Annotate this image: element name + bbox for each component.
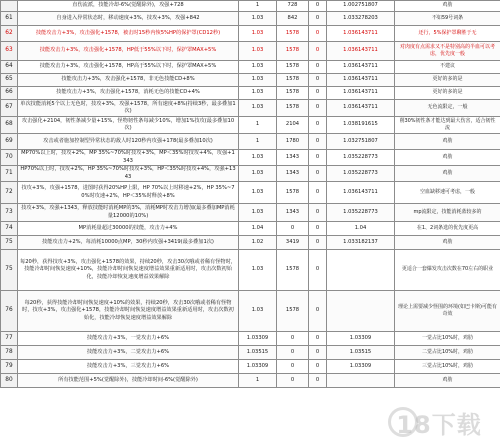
table-row[interactable] xyxy=(1,26,500,42)
skill-attack-multiplier-cell[interactable]: 1.03 xyxy=(239,166,277,182)
affix-description-cell[interactable]: 单次技能消耗5个以上无色时，技攻+3%，攻强+1578，所有速度+8%(持续3秒，最多叠加1次) xyxy=(18,100,239,117)
extra-value-cell[interactable]: 0 xyxy=(309,74,327,87)
attack-strength-cell[interactable]: 1578 xyxy=(277,26,309,42)
damage-coefficient-cell[interactable]: 1.04 xyxy=(327,222,395,236)
table-row[interactable] xyxy=(1,87,500,100)
table-row[interactable] xyxy=(1,250,500,291)
attack-strength-cell[interactable]: 3419 xyxy=(277,236,309,250)
comment-cell[interactable]: 鸡肋 xyxy=(395,236,500,250)
table-row[interactable] xyxy=(1,12,500,26)
skill-attack-multiplier-cell[interactable]: 1.03 xyxy=(239,250,277,291)
extra-value-cell[interactable]: 0 xyxy=(309,182,327,204)
watermark-text: 18下载 xyxy=(396,410,482,439)
row-number-cell[interactable]: 68 xyxy=(1,117,18,134)
attack-strength-cell[interactable]: 1780 xyxy=(277,134,309,150)
skill-attack-multiplier-cell[interactable]: 1.03515 xyxy=(239,346,277,360)
extra-value-cell[interactable]: 0 xyxy=(309,291,327,332)
attack-strength-cell[interactable]: 1578 xyxy=(277,74,309,87)
skill-attack-multiplier-cell[interactable]: 1.03 xyxy=(239,204,277,222)
damage-coefficient-cell[interactable]: 1.002751807 xyxy=(327,1,395,12)
row-number-cell[interactable] xyxy=(1,1,18,12)
skill-attack-multiplier-cell[interactable]: 1.04 xyxy=(239,222,277,236)
damage-coefficient-cell[interactable]: 1.035228773 xyxy=(327,150,395,166)
affix-description-cell[interactable]: 自身进入异常状态时，移动速度+3%，技攻+3%，攻强+842 xyxy=(18,12,239,26)
affix-description-cell[interactable]: 技能攻击力+2%，每消耗10000点MP，30秒内攻强+3419(最多叠加1次) xyxy=(18,236,239,250)
affix-description-cell[interactable]: 每20秒，获得技能冷却时间恢复速度+10%的效果，持续20秒，攻击30次哦或者稀有怪物时，技攻+3%，攻击强化+1578，技能冷却时间恢复速度增益效果重新适用时，攻击次数初始化，技能冷却恢复速度增益效果解除 xyxy=(18,291,239,332)
table-row[interactable] xyxy=(1,346,500,360)
attack-strength-cell[interactable]: 0 xyxy=(277,346,309,360)
comment-cell[interactable]: 鸡肋 xyxy=(395,166,500,182)
damage-coefficient-cell[interactable]: 1.035228773 xyxy=(327,204,395,222)
row-number-cell[interactable]: 64 xyxy=(1,61,18,74)
row-number-cell[interactable]: 77 xyxy=(1,332,18,346)
extra-value-cell[interactable]: 0 xyxy=(309,26,327,42)
table-row[interactable] xyxy=(1,222,500,236)
table-row[interactable] xyxy=(1,100,500,117)
extra-value-cell[interactable]: 0 xyxy=(309,150,327,166)
attack-strength-cell[interactable]: 1343 xyxy=(277,150,309,166)
table-row[interactable] xyxy=(1,360,500,374)
attack-strength-cell[interactable]: 0 xyxy=(277,222,309,236)
table-row[interactable] xyxy=(1,1,500,12)
row-number-cell[interactable]: 65 xyxy=(1,74,18,87)
skill-attack-multiplier-cell[interactable]: 1 xyxy=(239,1,277,12)
extra-value-cell[interactable]: 0 xyxy=(309,374,327,388)
row-number-cell[interactable]: 74 xyxy=(1,222,18,236)
affix-description-cell[interactable]: 技攻+3%，攻强+1578，进图时获得20%HP上限，HP 70%以上时移速+2%，HP 35%~70%时攻速+2%，HP＜35%时释放+8% xyxy=(18,182,239,204)
skill-attack-multiplier-cell[interactable]: 1.03 xyxy=(239,150,277,166)
extra-value-cell[interactable]: 0 xyxy=(309,1,327,12)
damage-coefficient-cell[interactable]: 1.038191615 xyxy=(327,117,395,134)
comment-cell[interactable]: 鸡肋 xyxy=(395,134,500,150)
attack-strength-cell[interactable]: 1578 xyxy=(277,250,309,291)
comment-cell[interactable]: 鸡肋 xyxy=(395,150,500,166)
extra-value-cell[interactable]: 0 xyxy=(309,250,327,291)
comment-cell[interactable]: 无色流限定，一般 xyxy=(395,100,500,117)
comment-cell[interactable]: 鸡肋 xyxy=(395,374,500,388)
row-number-cell[interactable]: 70 xyxy=(1,150,18,166)
affix-description-cell[interactable]: 技攻+3%，攻强+1343，释放技能时消耗MP的3%，消耗MP时攻击力增加(最多叠加MP消耗量12000的10%) xyxy=(18,204,239,222)
extra-value-cell[interactable]: 0 xyxy=(309,360,327,374)
attack-strength-cell[interactable]: 728 xyxy=(277,1,309,12)
damage-coefficient-cell[interactable]: 1.03309 xyxy=(327,332,395,346)
extra-value-cell[interactable]: 0 xyxy=(309,12,327,26)
row-number-cell[interactable]: 78 xyxy=(1,346,18,360)
extra-value-cell[interactable]: 0 xyxy=(309,100,327,117)
row-number-cell[interactable]: 62 xyxy=(1,26,18,42)
damage-coefficient-cell[interactable]: 1.033182137 xyxy=(327,236,395,250)
comment-cell[interactable]: 不建议 xyxy=(395,61,500,74)
comment-cell[interactable]: 还行，5%保护罩聊胜于无 xyxy=(395,26,500,42)
affix-description-cell[interactable]: MP消耗量超过30000的技能，攻击力+4% xyxy=(18,222,239,236)
affix-description-cell[interactable]: 技能攻击力+3%，攻击强化+1578，消耗无色的技能CD+4% xyxy=(18,87,239,100)
attack-strength-cell[interactable]: 1343 xyxy=(277,166,309,182)
damage-coefficient-cell[interactable]: 1.03309 xyxy=(327,360,395,374)
damage-coefficient-cell[interactable]: 1.032751807 xyxy=(327,134,395,150)
damage-coefficient-cell[interactable]: 1.036143711 xyxy=(327,182,395,204)
comment-cell[interactable]: 三觉占比10%时，鸡肋 xyxy=(395,360,500,374)
attack-strength-cell[interactable]: 1578 xyxy=(277,61,309,74)
site-watermark-logo xyxy=(384,405,494,439)
extra-value-cell[interactable]: 0 xyxy=(309,87,327,100)
damage-coefficient-cell[interactable]: 1.036143711 xyxy=(327,61,395,74)
skill-attack-multiplier-cell[interactable]: 1.02 xyxy=(239,236,277,250)
damage-coefficient-cell[interactable] xyxy=(327,250,395,291)
comment-cell[interactable]: 在1、2词条选的优先度更高 xyxy=(395,222,500,236)
comment-cell[interactable]: 鸡肋 xyxy=(395,1,500,12)
extra-value-cell[interactable]: 0 xyxy=(309,346,327,360)
attack-strength-cell[interactable]: 1578 xyxy=(277,182,309,204)
affix-description-cell[interactable]: 每20秒，获得技攻+3%，攻击强化+1578的效果，持续20秒，攻击30次哦或者稀有怪物时，技能冷却时间恢复速度+10%，技能冷却时间恢复速度增益效果重新适用时，攻击次数初始化，技能冷却恢复速度增益效果解除 xyxy=(18,250,239,291)
skill-attack-multiplier-cell[interactable]: 1.03 xyxy=(239,61,277,74)
row-number-cell[interactable]: 73 xyxy=(1,204,18,222)
skill-attack-multiplier-cell[interactable]: 1.03 xyxy=(239,74,277,87)
affix-description-cell[interactable]: 技能攻击力+3%，攻击强化+1578，HP低于55%以下时，保护罩MAX+5% xyxy=(18,42,239,61)
skill-attack-multiplier-cell[interactable]: 1.03 xyxy=(239,26,277,42)
row-number-cell[interactable]: 67 xyxy=(1,100,18,117)
extra-value-cell[interactable]: 0 xyxy=(309,204,327,222)
attack-strength-cell[interactable]: 1578 xyxy=(277,100,309,117)
table-row[interactable] xyxy=(1,332,500,346)
affix-description-cell[interactable]: 技能攻击力+3%，一觉攻击力+6% xyxy=(18,332,239,346)
damage-coefficient-cell[interactable]: 1.036143711 xyxy=(327,87,395,100)
affix-description-cell[interactable]: 所有技能范围+5%(觉醒除外)，技能冷却时间-6%(觉醒除外) xyxy=(18,374,239,388)
extra-value-cell[interactable]: 0 xyxy=(309,134,327,150)
extra-value-cell[interactable]: 0 xyxy=(309,117,327,134)
attack-strength-cell[interactable]: 0 xyxy=(277,332,309,346)
comment-cell[interactable]: 理论上需要减少怪围的环境(如巴卡斯)可能有奇效 xyxy=(395,291,500,332)
skill-attack-multiplier-cell[interactable]: 1.03 xyxy=(239,182,277,204)
comment-cell[interactable]: 更好的多的是 xyxy=(395,74,500,87)
skill-attack-multiplier-cell[interactable]: 1 xyxy=(239,374,277,388)
extra-value-cell[interactable]: 0 xyxy=(309,236,327,250)
affix-description-cell[interactable]: 技能攻击力+3%，攻击强化+1578，非无色技能CD+8% xyxy=(18,74,239,87)
damage-coefficient-cell[interactable]: 1.036143711 xyxy=(327,26,395,42)
affix-description-cell[interactable]: 攻击或者施加控制型异常状态的敌人时120秒内攻强+178(最多叠加10次) xyxy=(18,134,239,150)
comment-cell[interactable]: mp流限定，技能消耗蓝较多的 xyxy=(395,204,500,222)
damage-coefficient-cell[interactable]: 1.036143711 xyxy=(327,74,395,87)
table-row[interactable] xyxy=(1,150,500,166)
comment-cell[interactable]: 削30%韧性条才能达到最大伤害，适合韧性流 xyxy=(395,117,500,134)
row-number-cell[interactable]: 75 xyxy=(1,250,18,291)
extra-value-cell[interactable]: 0 xyxy=(309,332,327,346)
table-row[interactable] xyxy=(1,166,500,182)
row-number-cell[interactable]: 76 xyxy=(1,291,18,332)
table-row[interactable] xyxy=(1,291,500,332)
table-body xyxy=(1,1,500,388)
affix-description-cell[interactable]: MP70%以上时，技攻+2%，MP 35%~70%时技攻+3%，MP＜35%时技攻+4%，攻强+1343 xyxy=(18,150,239,166)
row-number-cell[interactable]: 80 xyxy=(1,374,18,388)
attack-strength-cell[interactable]: 0 xyxy=(277,374,309,388)
skill-attack-multiplier-cell[interactable]: 1.03 xyxy=(239,12,277,26)
row-number-cell[interactable]: 66 xyxy=(1,87,18,100)
damage-coefficient-cell[interactable]: 1.03515 xyxy=(327,346,395,360)
table-row[interactable] xyxy=(1,236,500,250)
table-row[interactable] xyxy=(1,182,500,204)
skill-attack-multiplier-cell[interactable]: 1 xyxy=(239,134,277,150)
comment-cell[interactable]: 空血缺移速可考虑，一般 xyxy=(395,182,500,204)
watermark-ring-icon xyxy=(388,407,418,437)
table-row[interactable] xyxy=(1,74,500,87)
table-row[interactable] xyxy=(1,204,500,222)
row-number-cell[interactable]: 71 xyxy=(1,166,18,182)
row-number-cell[interactable]: 72 xyxy=(1,182,18,204)
affix-description-cell[interactable]: 技能攻击力+3%，攻击强化+1578，HP高于55%以下时，保护罩MAX+5% xyxy=(18,61,239,74)
comment-cell[interactable]: 更适合一套爆发攻击次数在70左右的职业 xyxy=(395,250,500,291)
table-row[interactable] xyxy=(1,61,500,74)
skill-attack-multiplier-cell[interactable]: 1.03 xyxy=(239,291,277,332)
extra-value-cell[interactable]: 0 xyxy=(309,222,327,236)
damage-coefficient-cell[interactable]: 1.033278203 xyxy=(327,12,395,26)
attack-strength-cell[interactable]: 2104 xyxy=(277,117,309,134)
attack-strength-cell[interactable]: 0 xyxy=(277,360,309,374)
skill-attack-multiplier-cell[interactable]: 1.03309 xyxy=(239,332,277,346)
comment-cell[interactable]: 不如59号词条 xyxy=(395,12,500,26)
row-number-cell[interactable]: 75 xyxy=(1,236,18,250)
comment-cell[interactable]: 对肉度有点需求又不是特别高的半血可以考虑，优先度一般 xyxy=(395,42,500,61)
damage-coefficient-cell[interactable] xyxy=(327,291,395,332)
damage-coefficient-cell[interactable]: 1.036143711 xyxy=(327,100,395,117)
damage-coefficient-cell[interactable]: 1.035228773 xyxy=(327,166,395,182)
extra-value-cell[interactable]: 0 xyxy=(309,42,327,61)
attack-strength-cell[interactable]: 1343 xyxy=(277,204,309,222)
affix-description-cell[interactable]: 攻击强化+2104，韧性条减少量+15%，怪物韧性条每减少10%，增加1%技攻(最多叠加10次) xyxy=(18,117,239,134)
table-row[interactable] xyxy=(1,374,500,388)
row-number-cell[interactable]: 69 xyxy=(1,134,18,150)
skill-attack-multiplier-cell[interactable]: 1.03 xyxy=(239,42,277,61)
table-row[interactable] xyxy=(1,42,500,61)
skill-attack-multiplier-cell[interactable]: 1.03 xyxy=(239,87,277,100)
row-number-cell[interactable]: 61 xyxy=(1,12,18,26)
row-number-cell[interactable]: 63 xyxy=(1,42,18,61)
extra-value-cell[interactable]: 0 xyxy=(309,61,327,74)
affix-description-cell[interactable]: 技能攻击力+3%，二觉攻击力+6% xyxy=(18,346,239,360)
affix-description-cell[interactable]: 技能攻击力+3%，攻击强化+1578，被击时15秒内恢5%HP的保护罩(CD12秒) xyxy=(18,26,239,42)
attack-strength-cell[interactable]: 842 xyxy=(277,12,309,26)
attack-strength-cell[interactable]: 1578 xyxy=(277,291,309,332)
skill-attack-multiplier-cell[interactable]: 1.03 xyxy=(239,100,277,117)
extra-value-cell[interactable]: 0 xyxy=(309,166,327,182)
affix-description-cell[interactable]: HP70%以上时，技攻+2%，HP 35%~70%时技攻+3%，HP＜35%时技攻+4%，攻强+1343 xyxy=(18,166,239,182)
damage-coefficient-cell[interactable]: 1.036143711 xyxy=(327,42,395,61)
row-number-cell[interactable]: 79 xyxy=(1,360,18,374)
skill-attack-multiplier-cell[interactable]: 1.03309 xyxy=(239,360,277,374)
affix-description-cell[interactable]: 技能攻击力+3%，三觉攻击力+6% xyxy=(18,360,239,374)
comment-cell[interactable]: 一觉占比10%时，鸡肋 xyxy=(395,332,500,346)
table-row[interactable] xyxy=(1,134,500,150)
damage-coefficient-cell[interactable] xyxy=(327,374,395,388)
skill-attack-multiplier-cell[interactable]: 1 xyxy=(239,117,277,134)
comment-cell[interactable]: 更好的多的是 xyxy=(395,87,500,100)
affix-description-cell[interactable]: 直伤流派，技能冷却-6%(觉醒除外)，攻强+728 xyxy=(18,1,239,12)
attack-strength-cell[interactable]: 1578 xyxy=(277,42,309,61)
comment-cell[interactable]: 二觉占比10%时，鸡肋 xyxy=(395,346,500,360)
attack-strength-cell[interactable]: 1578 xyxy=(277,87,309,100)
table-row[interactable] xyxy=(1,117,500,134)
